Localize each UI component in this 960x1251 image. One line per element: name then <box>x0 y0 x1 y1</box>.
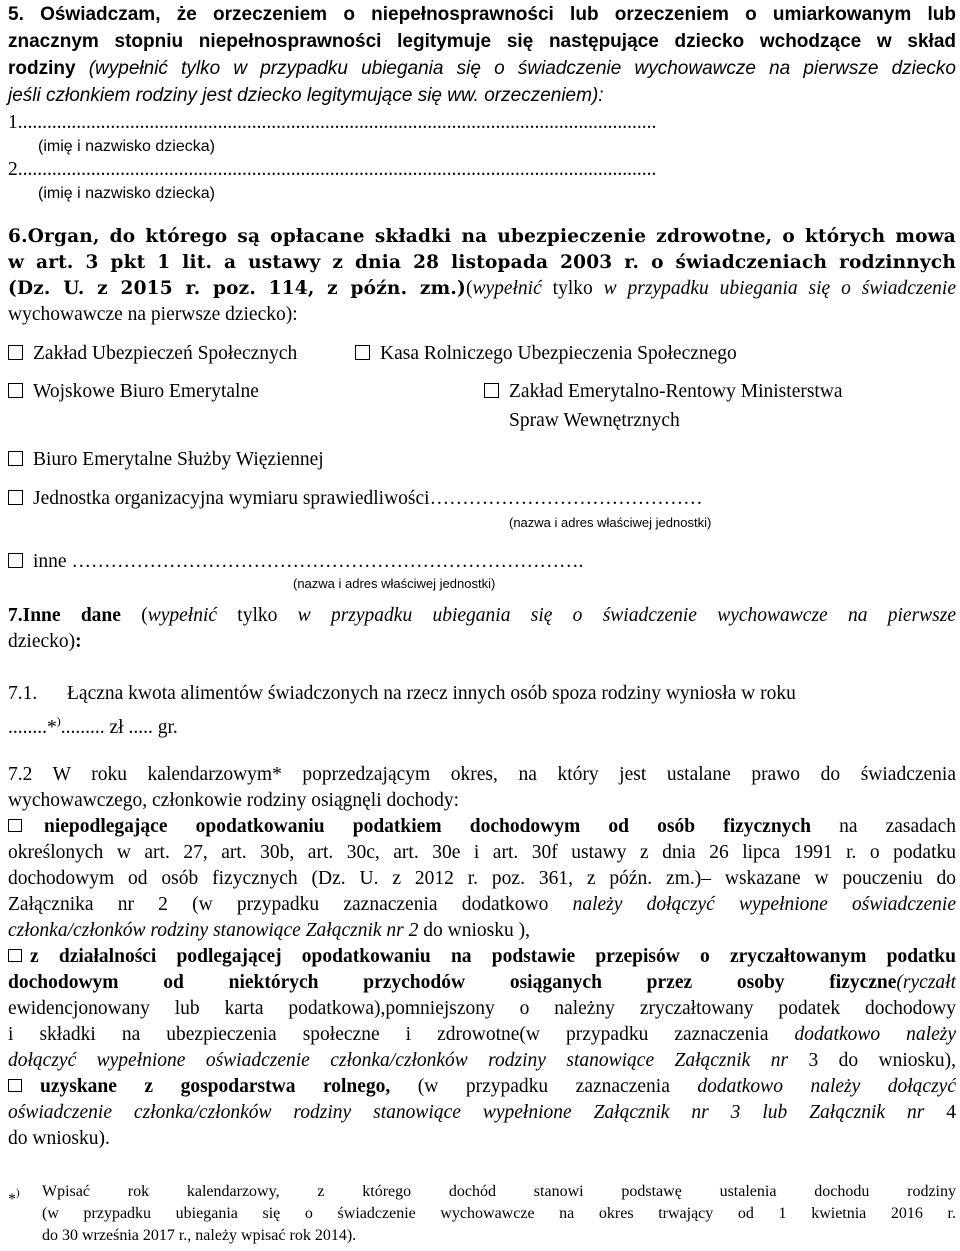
footnote-line-2: (w przypadku ubiegania się o świadczenie wychowawcze na okres trwający od 1 kwietnia 2016 r. <box>42 1205 956 1222</box>
zus-label: Zakład Ubezpieczeń Społecznych <box>33 343 298 364</box>
p71-amount-field[interactable]: ......... zł ..... gr. <box>60 717 178 738</box>
opt3-line-3: do wniosku). <box>8 1128 110 1149</box>
p72-line-2: wychowawczego, członkowie rodziny osiągnęli dochody: <box>8 790 460 811</box>
s5-instruction: (wypełnić tylko w przypadku ubiegania się o świadczenie wychowawcze na pierwsze dziecko <box>75 58 956 79</box>
s6-instruction: w przypadku ubiegania się o świadczenie <box>603 278 956 299</box>
opt1-l5-b: do wniosku ), <box>418 920 530 941</box>
opt2-line-3: ewidencjonowany lub karta podatkowa),pomniejszony o należny zryczałtowany podatek dochodowy <box>8 998 956 1019</box>
p71-text: Łączna kwota alimentów świadczonych na rzecz innych osób spoza rodziny wyniosła w roku <box>67 683 796 704</box>
opt3-line-1[interactable] <box>8 1074 956 1100</box>
jo-checkbox[interactable] <box>8 490 23 505</box>
option-jo[interactable] <box>8 486 956 512</box>
s5-line-3 <box>8 56 956 82</box>
opt3-l2-a: oświadczenie członka/członków rodziny stanowiące wypełnione Załącznik nr 3 lub Załącznik nr <box>8 1102 925 1123</box>
s7-title-instruction: w przypadku ubiegania się o świadczenie wychowawcze na pierwsze <box>297 605 956 626</box>
s5-line-1: 5. Oświadczam, że orzeczeniem o niepełnosprawności lub orzeczeniem o umiarkowanym lub <box>8 4 956 25</box>
zer-label-1: Zakład Emerytalno-Rentowy Ministerstwa <box>509 381 843 402</box>
s6-dz-u: (Dz. U. z 2015 r. poz. 114, z późn. zm.) <box>8 278 466 299</box>
inne-caption: (nazwa i adres właściwej jednostki) <box>293 576 496 591</box>
opt2-l4-b: dodatkowo należy <box>794 1024 956 1045</box>
bes-label: Biuro Emerytalne Służby Więziennej <box>33 449 324 470</box>
bes-checkbox[interactable] <box>8 451 23 466</box>
opt1-l5-a: członka/członków rodziny stanowiące Załącznik nr 2 <box>8 920 419 941</box>
opt1-l4-b: należy dołączyć wypełnione oświadczenie <box>572 894 956 915</box>
opt3-b: dodatkowo należy dołączyć <box>697 1076 956 1097</box>
child-1-caption: (imię i nazwisko dziecka) <box>38 138 215 155</box>
footnote-star: * <box>8 1191 16 1208</box>
zus-checkbox[interactable] <box>8 345 23 360</box>
s6-wypelnic: wypełnić <box>472 278 542 299</box>
opt1-bold: niepodlegające opodatkowaniu podatkiem dochodowym od osób fizycznych <box>44 816 811 837</box>
s6-line-3 <box>8 276 956 302</box>
s6-paren: ( <box>465 278 473 299</box>
s7-title-line-2 <box>8 629 956 655</box>
opt1-l4-a: Załącznika nr 2 (w przypadku zaznaczenia dodatkowo <box>8 894 573 915</box>
s7-colon: : <box>75 631 82 652</box>
s6-tylko: tylko <box>541 278 604 299</box>
opt2-checkbox[interactable] <box>8 949 22 962</box>
jo-caption: (nazwa i adres właściwej jednostki) <box>509 515 712 530</box>
inne-label: inne <box>33 551 67 572</box>
opt2-l1: z działalności podlegającej opodatkowaniu na podstawie przepisów o zryczałtowanym podatku <box>30 946 956 967</box>
s7-title-paren: ( <box>120 605 148 626</box>
s5-rodziny: rodziny <box>8 58 76 79</box>
p71-number: 7.1. <box>8 683 38 704</box>
s7-dziecko: dziecko) <box>8 631 76 652</box>
opt3-checkbox[interactable] <box>8 1079 22 1092</box>
s7-title-wypelnic: wypełnić <box>147 605 218 626</box>
opt2-l5-b: 3 do wniosku), <box>788 1050 956 1071</box>
jo-field[interactable]: …………………………………… <box>429 488 703 509</box>
zer-label-2: Spraw Wewnętrznych <box>509 410 680 431</box>
opt3-l2-b: 4 <box>924 1102 956 1123</box>
child-2-field[interactable]: 2................................................................................................................................... <box>8 159 657 180</box>
opt1-checkbox[interactable] <box>8 819 22 832</box>
option-bes[interactable] <box>8 447 956 473</box>
opt1-line-3: dochodowym od osób fizycznych (Dz. U. z 2012 r. poz. 361, z późn. zm.)– wskazane w pouczeniu do <box>8 868 956 889</box>
opt2-l2-bold: dochodowym od niektórych przychodów osiąganych przez osoby fizyczne <box>8 972 897 993</box>
inne-checkbox[interactable] <box>8 553 23 568</box>
child-1-field[interactable]: 1................................................................................................................................... <box>8 112 657 133</box>
opt3-a: (w przypadku zaznaczenia <box>390 1076 698 1097</box>
s7-title-bold: 7.Inne dane <box>8 605 121 626</box>
s7-title-tylko: tylko <box>217 605 298 626</box>
footnote-line-3: do 30 września 2017 r., należy wpisać rok 2014). <box>42 1227 357 1244</box>
s6-line-4: wychowawcze na pierwsze dziecko): <box>8 304 298 325</box>
wbe-label: Wojskowe Biuro Emerytalne <box>33 381 259 402</box>
option-zer[interactable] <box>484 379 956 405</box>
opt2-l5-a: dołączyć wypełnione oświadczenie członka/członków rodziny stanowiące Załącznik nr <box>8 1050 789 1071</box>
footnote-paren: ) <box>16 1187 20 1199</box>
krus-checkbox[interactable] <box>355 345 370 360</box>
jo-label: Jednostka organizacyjna wymiaru sprawiedliwości <box>33 488 430 509</box>
wbe-checkbox[interactable] <box>8 383 23 398</box>
p71-line-1 <box>8 681 956 707</box>
footnote-line-1: Wpisać rok kalendarzowy, z którego dochód stanowi podstawę ustalenia dochodu rodziny <box>42 1183 956 1200</box>
child-2-caption: (imię i nazwisko dziecka) <box>38 185 215 202</box>
s6-line-1: 6.Organ, do którego są opłacane składki na ubezpieczenie zdrowotne, o których mowa <box>8 226 956 247</box>
option-krus[interactable] <box>355 341 956 367</box>
opt3-line-2 <box>8 1100 956 1126</box>
opt2-l4-a: i składki na ubezpieczenia społeczne i zdrowotne(w przypadku zaznaczenia <box>8 1024 795 1045</box>
opt3-bold: uzyskane z gospodarstwa rolnego, <box>40 1076 391 1097</box>
opt1-line-5 <box>8 918 956 944</box>
krus-label: Kasa Rolniczego Ubezpieczenia Społecznego <box>380 343 737 364</box>
opt2-line-2 <box>8 970 956 996</box>
p71-line-2[interactable] <box>8 708 956 741</box>
p71-footnote-mark: ) <box>56 714 61 728</box>
opt1-line-1[interactable] <box>8 814 956 840</box>
opt1-rest: na zasadach <box>810 816 956 837</box>
s6-line-2: w art. 3 pkt 1 lit. a ustawy z dnia 28 listopada 2003 r. o świadczeniach rodzinnych <box>8 252 956 273</box>
s5-line-4: jeśli członkiem rodziny jest dziecko legitymujące się ww. orzeczeniem): <box>8 85 604 106</box>
opt1-line-2: określonych w art. 27, art. 30b, art. 30c, art. 30e i art. 30f ustawy z dnia 26 lipca 1991 r. o podatku <box>8 842 956 863</box>
p71-year-field[interactable]: ........* <box>8 717 57 738</box>
inne-field[interactable]: ……………………………………………………………………. <box>71 551 584 572</box>
s5-line-2: znacznym stopniu niepełnosprawności legitymuje się następujące dziecko wchodzące w skład <box>8 31 956 52</box>
s7-title <box>8 603 956 629</box>
opt2-l2-it: (ryczałt <box>896 972 956 993</box>
opt1-line-4 <box>8 892 956 918</box>
zer-checkbox[interactable] <box>484 383 499 398</box>
opt2-line-5 <box>8 1048 956 1074</box>
opt2-line-1[interactable] <box>8 944 956 970</box>
opt2-line-4 <box>8 1022 956 1048</box>
p72-line-1: 7.2 W roku kalendarzowym* poprzedzającym okres, na który jest ustalane prawo do świadczenia <box>8 764 956 785</box>
